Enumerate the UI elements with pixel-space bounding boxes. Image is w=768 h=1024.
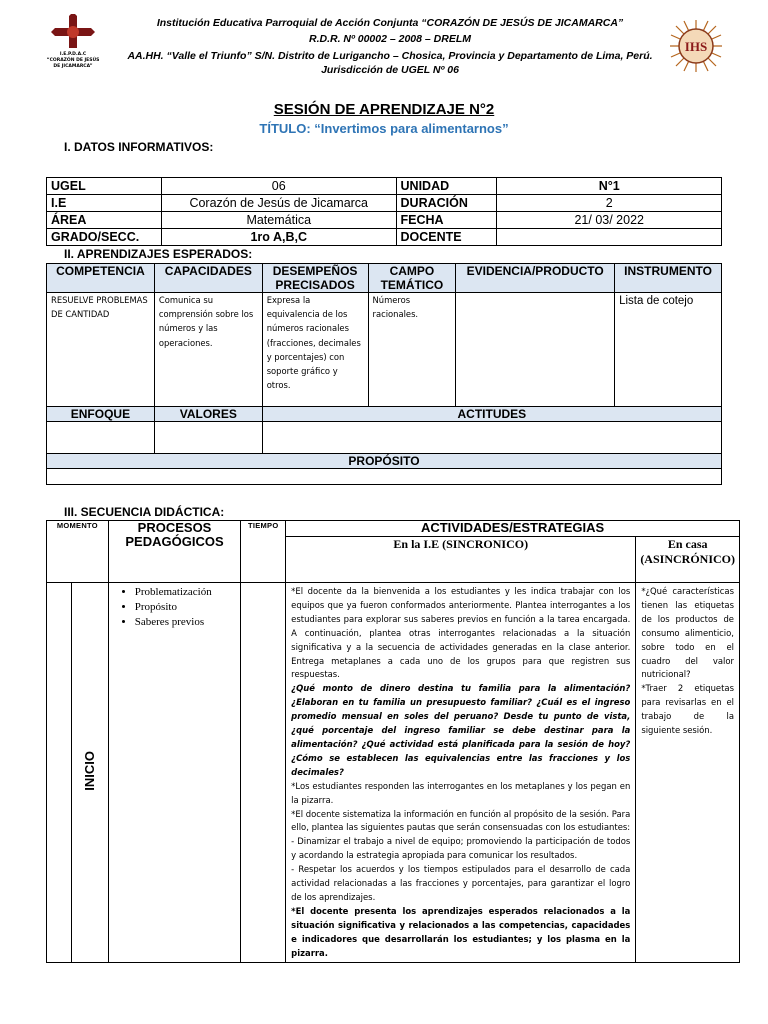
- desempenos-cell: Expresa la equivalencia de los números racionales (fracciones, decimales y porcentajes) con soporte gráfico y otros.: [262, 293, 368, 407]
- competencia-header: COMPETENCIA: [47, 264, 155, 293]
- instrumento-header: INSTRUMENTO: [615, 264, 722, 293]
- procesos-cell: [108, 583, 241, 963]
- tiempo-cell: [241, 583, 286, 963]
- page-title: SESIÓN DE APRENDIZAJE N°2: [273, 101, 495, 118]
- section-2-heading: II. APRENDIZAJES ESPERADOS:: [64, 247, 253, 261]
- grado-label: GRADO/SECC.: [47, 229, 162, 246]
- capacidades-cell: Comunica su comprensión sobre los números y las operaciones.: [154, 293, 262, 407]
- school-logo: [38, 14, 108, 74]
- docente-value: [497, 229, 722, 246]
- header-line-1: Institución Educativa Parroquial de Acción Conjunta “CORAZÓN DE JESÚS DE JICAMARCA”: [156, 17, 624, 29]
- campo-header: CAMPO TEMÁTICO: [368, 264, 456, 293]
- evidencia-header: EVIDENCIA/PRODUCTO: [456, 264, 615, 293]
- actitudes-cell: [262, 422, 721, 454]
- grado-value: 1ro A,B,C: [161, 229, 396, 246]
- proposito-header: PROPÓSITO: [47, 454, 722, 469]
- header-line-2: R.D.R. Nº 00002 – 2008 – DRELM: [309, 33, 471, 45]
- duracion-value: 2: [497, 195, 722, 212]
- docente-label: DOCENTE: [396, 229, 497, 246]
- area-label: ÁREA: [47, 212, 162, 229]
- activity-paragraph: - Respetar los acuerdos y los tiempos estipulados para el desarrollo de cada actividad relacionadas a las fracciones y porcentajes, para garantizar el logro de los aprendizajes.: [291, 864, 631, 902]
- casa-header: En casa (ASINCRÓNICO): [636, 537, 740, 583]
- proposito-cell: [47, 469, 722, 485]
- ie-value: Corazón de Jesús de Jicamarca: [161, 195, 396, 212]
- sincronico-cell: [286, 583, 636, 963]
- activity-paragraph: *El docente da la bienvenida a los estudiantes y les indica trabajar con los equipos que ya fueron conformados anteriormente. Plantea interrogantes a los estudiantes para explorar sus saberes previos en función a la tarea encargada. A continuación, plantea otras interrogantes relacionadas a la situación significativa y a la secuencia de actividades generadas en la clase anterior. Entrega metaplanes a cada uno de los grupos para que registren sus respuestas.: [291, 586, 631, 680]
- activity-questions: ¿Qué monto de dinero destina tu familia para la alimentación? ¿Elaboran en tu familia un presupuesto familiar? ¿Cuál es el ingreso promedio mensual en soles del peruano? Desde tu punto de vista, ¿qué porcentaje del ingreso familiar se debe destinar para la alimentación? ¿Qué actividad está planificada para la sesión de hoy? ¿Cómo se establecen las equivalencias entre las fracciones y los decimales?: [291, 683, 631, 777]
- enfoque-cell: [47, 422, 155, 454]
- activity-paragraph-bold: *El docente presenta los aprendizajes esperados relacionados a la situación significativa y relacionados a las competencias, capacidades e indicadores que desarrollarán los estudiantes; y los plasma en la pizarra.: [291, 905, 631, 958]
- inicio-label: INICIO: [82, 751, 98, 792]
- seal-letters: IHS: [684, 39, 708, 54]
- campo-cell: Números racionales.: [368, 293, 456, 407]
- instrumento-cell: Lista de cotejo: [615, 293, 722, 407]
- proceso-item: • Propósito: [135, 600, 241, 615]
- unidad-value: N°1: [497, 178, 722, 195]
- datos-table: [46, 177, 722, 246]
- inicio-cell: [71, 583, 108, 963]
- momento-header: MOMENTO: [47, 521, 109, 583]
- logo-left-caption-1: “CORAZÓN DE JESÚS: [46, 58, 100, 63]
- page-subtitle: TÍTULO: “Invertimos para alimentarnos”: [259, 121, 509, 136]
- duracion-label: DURACIÓN: [396, 195, 497, 212]
- tiempo-header: TIEMPO: [241, 521, 286, 583]
- casa-paragraph: *¿Qué características tienen las etiquetas de los productos de consumo alimenticio, sobre todo en el cuadro del valor nutricional?: [641, 586, 734, 680]
- proceso-item: • Problematización: [135, 585, 241, 600]
- evidencia-cell: [456, 293, 615, 407]
- desempenos-header: DESEMPEÑOS PRECISADOS: [262, 264, 368, 293]
- capacidades-header: CAPACIDADES: [154, 264, 262, 293]
- actitudes-header: ACTITUDES: [262, 407, 721, 422]
- activity-paragraph: *Los estudiantes responden las interrogantes en los metaplanes y los pegan en la pizarra.: [291, 780, 631, 805]
- ugel-label: UGEL: [47, 178, 162, 195]
- ie-label: I.E: [47, 195, 162, 212]
- valores-header: VALORES: [154, 407, 262, 422]
- secuencia-table: [46, 520, 740, 963]
- actividades-header: ACTIVIDADES/ESTRATEGIAS: [286, 521, 740, 537]
- competencia-cell: RESUELVE PROBLEMAS DE CANTIDAD: [47, 293, 155, 407]
- activity-paragraph: - Dinamizar el trabajo a nivel de equipo; promoviendo la participación de todos y acordando la estrategia apropiada para comunicar los resultados.: [291, 836, 631, 861]
- sincronico-header: En la I.E (SINCRONICO): [286, 537, 636, 583]
- proceso-item: • Saberes previos: [135, 615, 241, 630]
- casa-cell: [636, 583, 740, 963]
- ihs-seal: [664, 18, 728, 74]
- fecha-label: FECHA: [396, 212, 497, 229]
- casa-paragraph: *Traer 2 etiquetas para revisarlas en el trabajo de la siguiente sesión.: [641, 683, 734, 736]
- area-value: Matemática: [161, 212, 396, 229]
- activity-paragraph: *El docente sistematiza la información en función al propósito de la sesión. Para ello, plantea las siguientes pautas que serán consensuadas con los estudiantes:: [291, 808, 631, 833]
- logo-left-caption-top: I.E.P.D.A.C: [59, 52, 87, 57]
- enfoque-header: ENFOQUE: [47, 407, 155, 422]
- aprendizajes-table: [46, 263, 722, 485]
- header-line-4: Jurisdicción de UGEL Nº 06: [321, 64, 459, 76]
- ugel-value: 06: [161, 178, 396, 195]
- logo-left-caption-2: DE JICAMARCA”: [53, 64, 93, 69]
- unidad-label: UNIDAD: [396, 178, 497, 195]
- procesos-header: PROCESOS PEDAGÓGICOS: [108, 521, 241, 583]
- fecha-value: 21/ 03/ 2022: [497, 212, 722, 229]
- header-line-3: AA.HH. “Valle el Triunfo” S/N. Distrito de Lurigancho – Chosica, Provincia y Departamento de Lima, Perú.: [127, 50, 653, 62]
- section-1-heading: I. DATOS INFORMATIVOS:: [64, 140, 214, 154]
- section-3-heading: III. SECUENCIA DIDÁCTICA:: [64, 505, 225, 519]
- momento-margin-cell: [47, 583, 72, 963]
- valores-cell: [154, 422, 262, 454]
